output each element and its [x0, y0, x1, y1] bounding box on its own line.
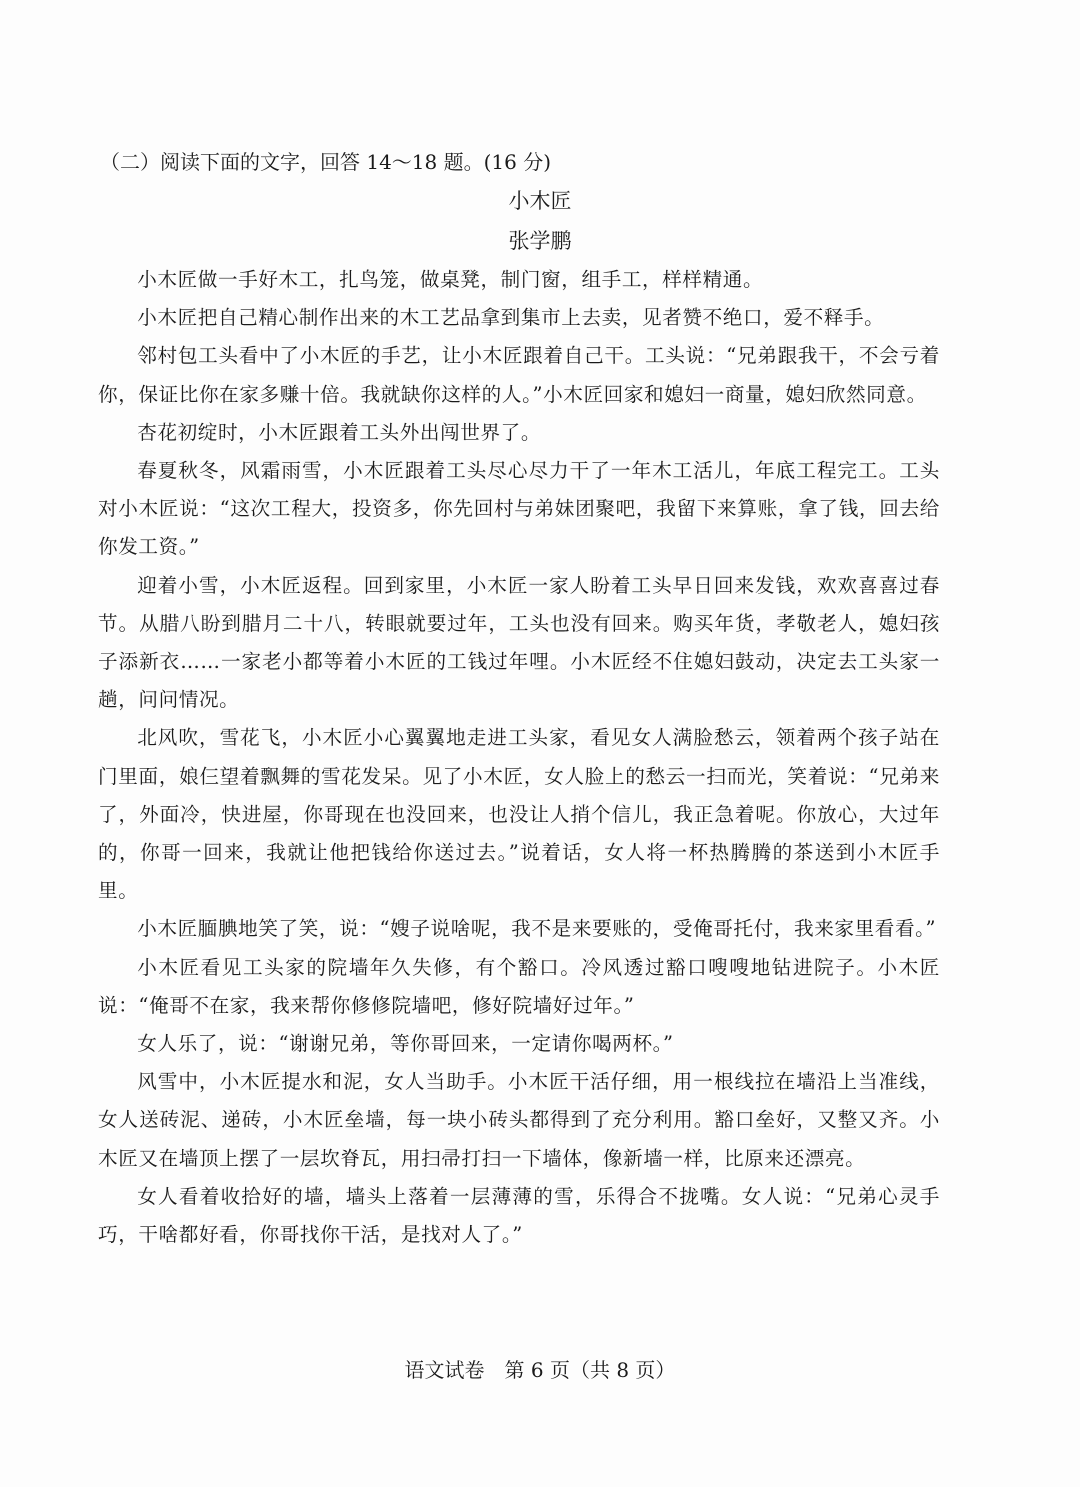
paragraph: 杏花初绽时，小木匠跟着工头外出闯世界了。 [137, 420, 542, 444]
story-title: 小木匠 [508, 189, 572, 213]
paragraph: 女人看着收拾好的墙，墙头上落着一层薄薄的雪，乐得合不拢嘴。女人说：“兄弟心灵手巧，干啥都好看，你哥找你干活，是找对人了。” [98, 1184, 940, 1247]
paragraph: 邻村包工头看中了小木匠的手艺，让小木匠跟着自己干。工头说：“兄弟跟我干，不会亏着你，保证比你在家多赚十倍。我就缺你这样的人。”小木匠回家和媳妇一商量，媳妇欣然同意。 [98, 344, 940, 406]
paragraph: 小木匠做一手好木工，扎鸟笼，做桌凳，制门窗，组手工，样样精通。 [137, 268, 764, 291]
paragraph: 小木匠腼腆地笑了笑，说：“嫂子说啥呢，我不是来要账的，受俺哥托付，我来家里看看。” [137, 917, 937, 941]
paragraph: 小木匠把自己精心制作出来的木工艺品拿到集市上去卖，见者赞不绝口，爱不释手。 [137, 306, 885, 330]
paragraph: 北风吹，雪花飞，小木匠小心翼翼地走进工头家，看见女人满脸愁云，领着两个孩子站在门里面，娘仨望着飘舞的雪花发呆。见了小木匠，女人脸上的愁云一扫而光，笑着说：“兄弟来了，外面冷，快进屋，你哥现在也没回来，也没让人捎个信儿，我正急着呢。你放心，大过年的，你哥一回来，我就让他把钱给你送过去。”说着话，女人将一杯热腾腾的茶送到小木匠手里。 [98, 726, 940, 903]
story-body [98, 261, 940, 1254]
paragraph: 风雪中，小木匠提水和泥，女人当助手。小木匠干活仔细，用一根线拉在墙沿上当准线，女人送砖泥、递砖，小木匠垒墙，每一块小砖头都得到了充分利用。豁口垒好，又整又齐。小木匠又在墙顶上摆了一层坎脊瓦，用扫帚打扫一下墙体，像新墙一样，比原来还漂亮。 [98, 1070, 940, 1170]
paragraph: 迎着小雪，小木匠返程。回到家里，小木匠一家人盼着工头早日回来发钱，欢欢喜喜过春节。从腊八盼到腊月二十八，转眼就要过年，工头也没有回来。购买年货，孝敬老人，媳妇孩子添新衣……一家老小都等着小木匠的工钱过年哩。小木匠经不住媳妇鼓动，决定去工头家一趟，问问情况。 [98, 573, 940, 712]
section-heading: （二）阅读下面的文字，回答 14～18 题。(16 分) [100, 150, 552, 174]
paragraph: 春夏秋冬，风霜雨雪，小木匠跟着工头尽心尽力干了一年木工活儿，年底工程完工。工头对小木匠说：“这次工程大，投资多，你先回村与弟妹团聚吧，我留下来算账，拿了钱，回去给你发工资。” [98, 459, 940, 559]
story-author: 张学鹏 [508, 229, 572, 253]
page-footer: 语文试卷 第 6 页（共 8 页） [404, 1358, 676, 1382]
paragraph: 女人乐了，说：“谢谢兄弟，等你哥回来，一定请你喝两杯。” [137, 1032, 674, 1056]
paragraph: 小木匠看见工头家的院墙年久失修，有个豁口。冷风透过豁口嗖嗖地钻进院子。小木匠说：“俺哥不在家，我来帮你修修院墙吧，修好院墙好过年。” [98, 955, 940, 1017]
